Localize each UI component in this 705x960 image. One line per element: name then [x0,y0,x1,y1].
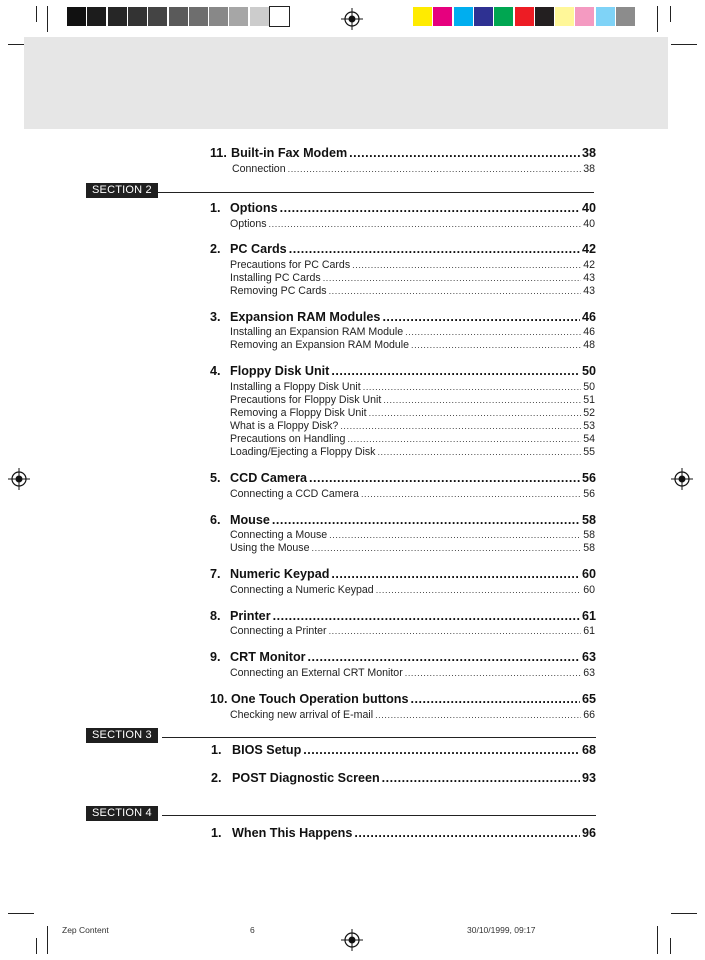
toc-page-number: 55 [583,446,595,458]
color-swatch [413,7,432,26]
toc-title: Options [230,218,267,230]
toc-page-number: 56 [583,488,595,500]
toc-title: CCD Camera [230,471,307,485]
crop-mark [8,913,34,914]
section-rule [162,737,596,738]
dot-leader [269,218,582,230]
toc-number: 1. [210,201,221,215]
toc-title: Connecting a Printer [230,625,327,637]
toc-page-number: 60 [581,567,596,581]
crop-mark [36,938,37,954]
toc-title: PC Cards [230,242,287,256]
toc-entry [210,692,596,706]
toc-title: What is a Floppy Disk? [230,420,339,432]
registration-mark-icon [341,929,363,951]
toc-subentry [230,218,595,230]
dot-leader [361,488,581,500]
toc-page-number: 58 [583,542,595,554]
dot-leader [303,743,580,757]
dot-leader [308,650,580,664]
toc-title: Removing a Floppy Disk Unit [230,407,367,419]
toc-page-number: 58 [583,529,595,541]
toc-entry [211,743,596,757]
toc-title: Using the Mouse [230,542,310,554]
toc-subentry [230,433,595,445]
toc-page-number: 40 [581,201,596,215]
toc-page-number: 58 [581,513,596,527]
dot-leader [331,567,580,581]
toc-title: Printer [230,609,271,623]
dot-leader [272,513,580,527]
toc-title: CRT Monitor [230,650,306,664]
toc-entry [210,513,596,527]
toc-entry [210,567,596,581]
toc-title: Removing an Expansion RAM Module [230,339,410,351]
toc-entry [210,650,596,664]
toc-entry [210,310,596,324]
dot-leader [405,667,581,679]
section-rule [158,192,594,193]
color-swatch [555,7,574,26]
dot-leader [289,242,580,256]
toc-title: Removing PC Cards [230,285,327,297]
dot-leader [383,394,581,406]
toc-title: Connecting a CCD Camera [230,488,359,500]
toc-number: 7. [210,567,221,581]
toc-number: 2. [211,771,222,785]
toc-page-number: 46 [583,326,595,338]
toc-title: Mouse [230,513,270,527]
toc-subentry [230,326,595,338]
footer-filename: Zep Content [62,925,109,935]
toc-title: Expansion RAM Modules [230,310,381,324]
toc-subentry [230,529,595,541]
gray-swatch [87,7,106,26]
toc-page-number: 54 [583,433,595,445]
dot-leader [369,407,582,419]
toc-page-number: 96 [581,826,596,840]
registration-mark-icon [671,468,693,490]
toc-number: 2. [210,242,221,256]
toc-number: 3. [210,310,221,324]
color-swatch [433,7,452,26]
toc-entry [210,364,596,378]
toc-title: Connecting a Numeric Keypad [230,584,374,596]
toc-subentry [230,420,595,432]
dot-leader [411,339,581,351]
toc-page-number: 43 [583,272,595,284]
dot-leader [309,471,580,485]
dot-leader [410,692,580,706]
toc-number: 9. [210,650,221,664]
toc-page-number: 48 [583,339,595,351]
toc-page-number: 51 [583,394,595,406]
toc-title: Precautions on Handling [230,433,346,445]
dot-leader [329,625,582,637]
toc-subentry [230,259,595,271]
toc-title: Connecting an External CRT Monitor [230,667,403,679]
toc-subentry [230,339,595,351]
color-swatch [474,7,493,26]
toc-page-number: 43 [583,285,595,297]
toc-number: 11. [210,146,227,160]
section-label: SECTION 2 [86,183,158,198]
toc-page-number: 61 [583,625,595,637]
section-label: SECTION 4 [86,806,158,821]
toc-title: Installing a Floppy Disk Unit [230,381,361,393]
crop-mark [670,6,671,22]
dot-leader [377,446,581,458]
dot-leader [329,529,581,541]
toc-title: Loading/Ejecting a Floppy Disk [230,446,376,458]
toc-title: Checking new arrival of E-mail [230,709,374,721]
toc-title: Options [230,201,278,215]
toc-subentry [230,407,595,419]
dot-leader [312,542,582,554]
dot-leader [347,433,581,445]
toc-title: Installing an Expansion RAM Module [230,326,404,338]
toc-entry [210,471,596,485]
dot-leader [280,201,580,215]
toc-entry [210,242,596,256]
color-swatch [454,7,473,26]
toc-title: Installing PC Cards [230,272,321,284]
dot-leader [405,326,581,338]
toc-page-number: 66 [583,709,595,721]
registration-mark-icon [8,468,30,490]
dot-leader [382,771,580,785]
toc-number: 1. [211,743,222,757]
toc-subentry [230,542,595,554]
toc-title: Precautions for PC Cards [230,259,351,271]
toc-subentry [230,584,595,596]
toc-entry [210,201,596,215]
toc-page-number: 42 [581,242,596,256]
dot-leader [375,709,581,721]
color-swatch [494,7,513,26]
toc-entry [210,609,596,623]
toc-number: 6. [210,513,221,527]
crop-mark [671,913,697,914]
gray-swatch [209,7,228,26]
footer-page-number: 6 [250,925,255,935]
toc-number: 1. [211,826,222,840]
section-label: SECTION 3 [86,728,158,743]
color-swatch [616,7,635,26]
dot-leader [354,826,580,840]
toc-page-number: 38 [583,163,595,175]
toc-page-number: 40 [583,218,595,230]
dot-leader [382,310,580,324]
toc-entry [211,826,596,840]
toc-number: 8. [210,609,221,623]
dot-leader [273,609,580,623]
toc-page-number: 68 [581,743,596,757]
crop-mark [47,926,48,954]
toc-title: Precautions for Floppy Disk Unit [230,394,382,406]
toc-number: 4. [210,364,221,378]
toc-page-number: 63 [583,667,595,679]
toc-title: Floppy Disk Unit [230,364,330,378]
toc-page-number: 46 [581,310,596,324]
crop-mark [657,6,658,32]
toc-subentry [230,381,595,393]
gray-swatch [67,7,86,26]
toc-title: Numeric Keypad [230,567,330,581]
toc-page-number: 65 [581,692,596,706]
color-swatch [596,7,615,26]
registration-mark-icon [341,8,363,30]
toc-subentry [230,625,595,637]
toc-subentry [230,394,595,406]
color-swatch [535,7,554,26]
crop-mark [36,6,37,22]
gray-swatch [189,7,208,26]
dot-leader [376,584,582,596]
gray-swatch [108,7,127,26]
toc-title: One Touch Operation buttons [231,692,409,706]
toc-page-number: 60 [583,584,595,596]
toc-page-number: 93 [581,771,596,785]
dot-leader [352,259,581,271]
color-swatch [575,7,594,26]
color-swatch [515,7,534,26]
toc-subentry [232,163,595,175]
crop-mark [671,44,697,45]
gray-swatch [229,7,248,26]
section-rule [162,815,596,816]
crop-mark [657,926,658,954]
dot-leader [363,381,581,393]
toc-page-number: 56 [581,471,596,485]
gray-swatch [128,7,147,26]
toc-subentry [230,272,595,284]
toc-subentry [230,446,595,458]
dot-leader [288,163,582,175]
dot-leader [349,146,580,160]
toc-subentry [230,285,595,297]
crop-mark [47,6,48,32]
toc-entry [211,771,596,785]
toc-title: Connecting a Mouse [230,529,328,541]
gray-swatch [169,7,188,26]
toc-number: 10. [210,692,228,706]
gray-swatch [148,7,167,26]
toc-title: Connection [232,163,286,175]
toc-title: When This Happens [232,826,353,840]
toc-subentry [230,709,595,721]
toc-subentry [230,488,595,500]
crop-mark [670,938,671,954]
toc-page-number: 52 [583,407,595,419]
toc-subentry [230,667,595,679]
dot-leader [329,285,582,297]
toc-page-number: 63 [581,650,596,664]
toc-page-number: 50 [583,381,595,393]
dot-leader [331,364,580,378]
gray-swatch [270,7,289,26]
header-band [24,37,668,129]
toc-number: 5. [210,471,221,485]
gray-swatch [250,7,269,26]
toc-page-number: 38 [581,146,596,160]
toc-entry [210,146,596,160]
toc-title: Built-in Fax Modem [231,146,348,160]
toc-title: BIOS Setup [232,743,302,757]
dot-leader [340,420,581,432]
dot-leader [323,272,582,284]
footer-timestamp: 30/10/1999, 09:17 [467,925,536,935]
toc-page-number: 53 [583,420,595,432]
toc-page-number: 42 [583,259,595,271]
toc-title: POST Diagnostic Screen [232,771,380,785]
toc-page-number: 50 [581,364,596,378]
toc-page-number: 61 [581,609,596,623]
